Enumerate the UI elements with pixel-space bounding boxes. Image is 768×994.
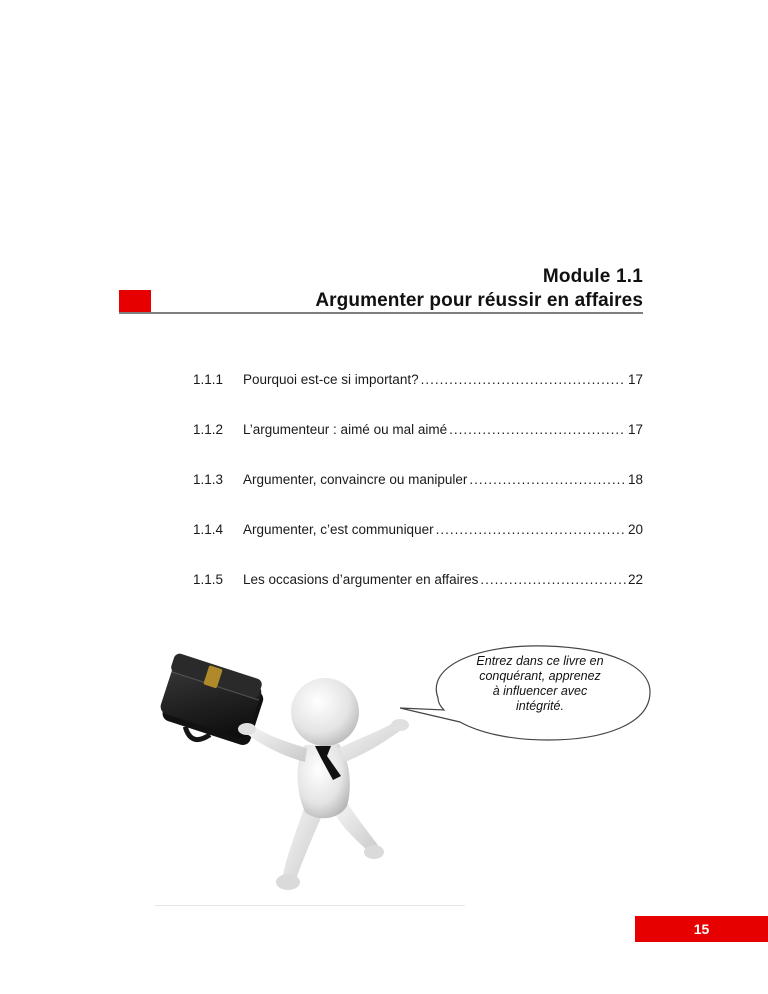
toc-entry-title: Les occasions d’argumenter en affaires [243, 572, 479, 587]
toc-dot-leader [449, 422, 626, 437]
toc-entry[interactable] [193, 572, 643, 592]
toc-entry-page: 22 [627, 572, 643, 587]
toc-entry-title: L’argumenteur : aimé ou mal aimé [243, 422, 448, 437]
toc-entry[interactable] [193, 422, 643, 442]
toc-entry[interactable] [193, 522, 643, 542]
toc-dot-leader [436, 522, 626, 537]
module-label: Module 1.1 [542, 266, 643, 287]
briefcase-icon [155, 652, 269, 756]
header-rule [119, 312, 643, 314]
speech-bubble-text [452, 654, 628, 714]
illustration-ground-line [155, 905, 465, 906]
page-number-badge: 15 [635, 916, 768, 942]
toc-entry-page: 18 [627, 472, 643, 487]
toc-entry-page: 17 [627, 372, 643, 387]
bubble-line: Entrez dans ce livre en [476, 654, 604, 668]
bubble-line: à influencer avec [492, 684, 588, 698]
module-title: Argumenter pour réussir en affaires [315, 290, 643, 311]
toc-entry-number: 1.1.5 [193, 572, 224, 587]
bubble-line: intégrité. [516, 699, 564, 713]
toc-entry-page: 20 [627, 522, 643, 537]
toc-entry-number: 1.1.2 [193, 422, 224, 437]
toc-entry[interactable] [193, 472, 643, 492]
toc-dot-leader [480, 572, 626, 587]
toc-dot-leader [421, 372, 626, 387]
bubble-line: conquérant, apprenez [479, 669, 601, 683]
toc-dot-leader [469, 472, 626, 487]
module-marker [119, 290, 151, 312]
toc-entry-number: 1.1.3 [193, 472, 224, 487]
toc-entry-number: 1.1.1 [193, 372, 224, 387]
toc-entry[interactable] [193, 372, 643, 392]
toc-entry-title: Argumenter, convaincre ou manipuler [243, 472, 468, 487]
toc-entry-title: Argumenter, c’est communiquer [243, 522, 434, 537]
toc-entry-title: Pourquoi est-ce si important? [243, 372, 419, 387]
toc-entry-number: 1.1.4 [193, 522, 224, 537]
toc-entry-page: 17 [627, 422, 643, 437]
